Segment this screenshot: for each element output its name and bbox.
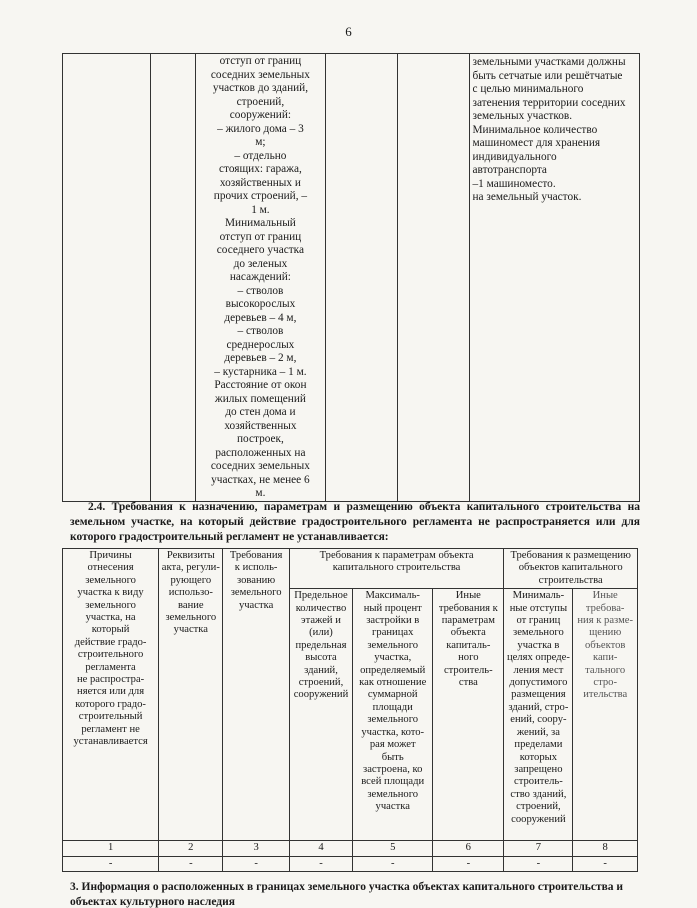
column-number: 5 (353, 841, 433, 856)
table-value: - (63, 856, 159, 871)
header-cell-floors-height: Предельное количество этажей и (или) предельная высота зданий, строений, сооружений (289, 589, 352, 841)
requirements-table-2-4 (62, 548, 638, 872)
table-cell (397, 54, 469, 502)
header-cell-min-setbacks: Минималь- ные отступы от границ земельного участка в целях опреде- ления мест допустимого размещения зданий, стро- ений, соору- жений, за пределами которых запрещено строитель- ство зданий, строений, сооружений (504, 589, 573, 841)
table-value: - (573, 856, 638, 871)
other-requirements-cell: земельными участками должны быть сетчатые или решётчатые с целью минимального затенения территории соседних земельных участков. Минимальное количество машиномест для хранения индивидуального автотранспорта –1 машиноместо. на земельный участок. (469, 54, 640, 502)
page-number: 6 (345, 24, 352, 39)
table-value: - (159, 856, 223, 871)
setback-requirements-cell: отступ от границ соседних земельных участков до зданий, строений, сооружений: – жилого дома – 3 м; – отдельно стоящих: гаража, хозяйственных и прочих строений, – 1 м. Минимальный отступ от границ соседнего участка до зеленых насаждений: – стволов высокорослых деревьев – 4 м, – стволов среднерослых деревьев – 2 м, – кустарника – 1 м. Расстояние от окон жилых помещений до стен дома и хозяйственных построек, расположенных на соседних земельных участках, не менее 6 м. (195, 54, 325, 502)
header-cell-reasons: Причины отнесения земельного участка к виду земельного участка, на который действие градо- строительного регламента не распростра- няется или для которого градо- строительный регламент не устанавливается (63, 549, 159, 841)
column-number: 2 (159, 841, 223, 856)
table-value: - (504, 856, 573, 871)
requirements-table-continued (62, 53, 640, 502)
column-number: 6 (433, 841, 504, 856)
table-value: - (289, 856, 352, 871)
header-cell-other-placement: Иные требова- ния к разме- щению объектов капи- тального стро- ительства (573, 589, 638, 841)
section-3-heading: 3. Информация о расположенных в границах земельного участка объектах капитального строительства и (70, 881, 624, 893)
table-cell (63, 54, 151, 502)
column-number: 1 (63, 841, 159, 856)
table-value: - (353, 856, 433, 871)
column-number: 8 (573, 841, 638, 856)
table-value: - (223, 856, 289, 871)
header-cell-act-requisites: Реквизиты акта, регули- рующего использо- вание земельного участка (159, 549, 223, 841)
section-3-heading-continued: объектах культурного наследия (70, 896, 235, 908)
table-cell (151, 54, 196, 502)
header-cell-other-params: Иные требования к параметрам объекта капиталь- ного строитель- ства (433, 589, 504, 841)
header-group-parameters: Требования к параметрам объекта капитального строительства (289, 549, 504, 589)
column-number: 3 (223, 841, 289, 856)
header-cell-usage-requirements: Требования к исполь- зованию земельного участка (223, 549, 289, 841)
column-number: 7 (504, 841, 573, 856)
column-number: 4 (289, 841, 352, 856)
header-cell-build-percent: Максималь- ный процент застройки в границах земельного участка, определяемый как отношение суммарной площади земельного участка, кото- рая может быть застроена, ко всей площади земельного участка (353, 589, 433, 841)
table-cell (326, 54, 398, 502)
table-value: - (433, 856, 504, 871)
header-group-placement: Требования к размещению объектов капитального строительства (504, 549, 638, 589)
section-2-4-heading: 2.4. Требования к назначению, параметрам и размещению объекта капитального строительства на земельном участке, на который действие градостроительного регламента не распространяется или для которого градостроительный регламент не устанавливается: (70, 501, 640, 543)
